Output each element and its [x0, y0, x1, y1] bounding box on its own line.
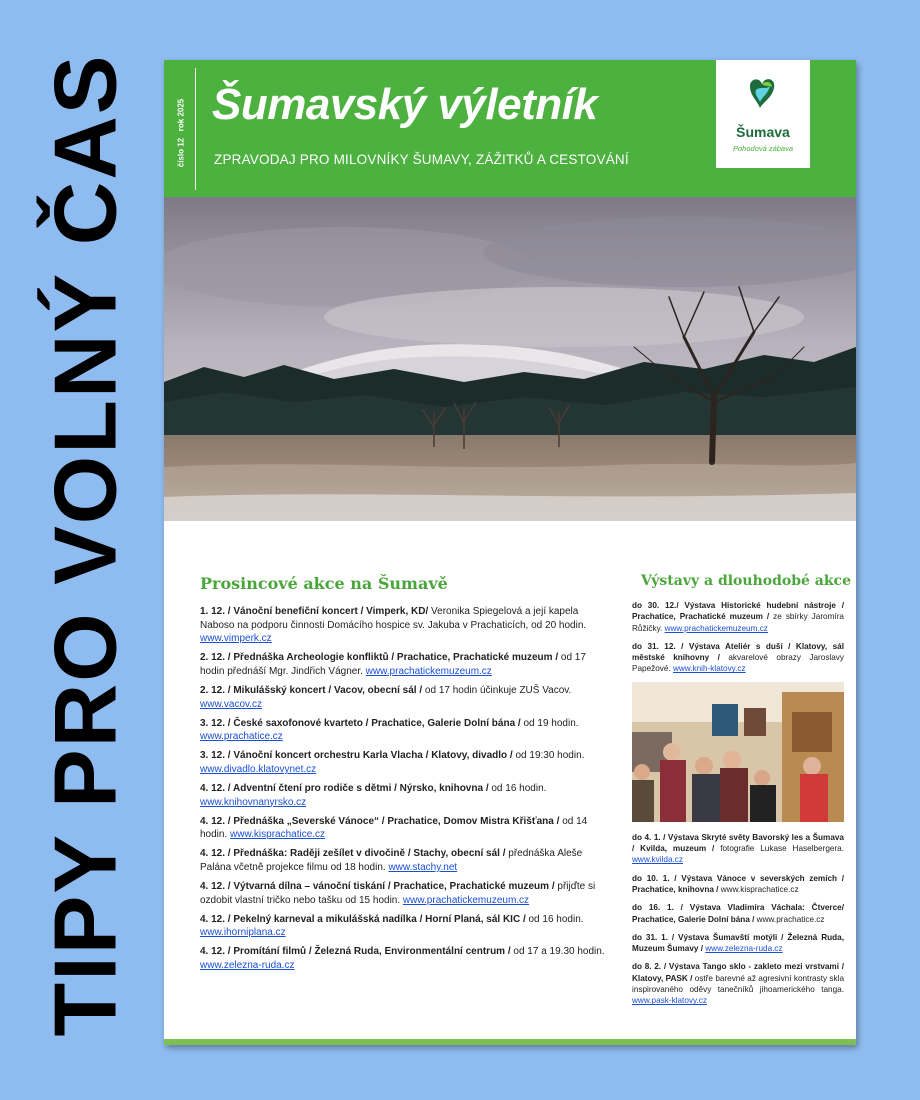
- exhibitions-list: [632, 600, 844, 1014]
- event-item: 3. 12. / České saxofonové kvarteto / Prachatice, Galerie Dolní bána / od 19 hodin. www.prachatice.cz: [200, 717, 579, 743]
- event-link[interactable]: www.prachatickemuzeum.cz: [402, 894, 530, 906]
- exhibition-item: do 31. 1. / Výstava Šumavští motýli / Železná Ruda, Muzeum Šumavy / www.zelezna-ruda.cz: [632, 932, 844, 954]
- side-title: TIPY PRO VOLNÝ ČAS: [35, 53, 134, 1037]
- newsletter-page: [164, 60, 856, 1045]
- exhibition-item: do 30. 12./ Výstava Historické hudební nástroje / Prachatice, Prachatické muzeum / ze sbírky Jaromíra Růžičky. www.prachatickemuzeum.cz: [632, 601, 844, 633]
- exhibition-link[interactable]: www.prachatickemuzeum.cz: [664, 623, 768, 633]
- event-item: 4. 12. / Pekelný karneval a mikulášská nadílka / Horní Planá, sál KIC / od 16 hodin. www.ihorniplana.cz: [200, 913, 584, 939]
- exhibition-item: do 16. 1. / Výstava Vladimíra Váchala: Čtverce/ Prachatice, Galerie Dolní bána / www.prachatice.cz: [632, 903, 844, 924]
- exhibitions-heading: Výstavy a dlouhodobé akce: [641, 573, 851, 589]
- event-link[interactable]: www.zelezna-ruda.cz: [200, 960, 295, 972]
- exhibition-item: do 4. 1. / Výstava Skryté světy Bavorský les a Šumava / Kvilda, muzeum / fotografie Lukase Haselbergera. www.kvilda.cz: [632, 832, 844, 865]
- gallery-photo: [632, 682, 844, 822]
- issue-number: číslo 12: [176, 137, 186, 167]
- exhibition-link[interactable]: www.zelezna-ruda.cz: [705, 944, 783, 954]
- issue-year: rok 2025: [176, 98, 186, 131]
- event-link[interactable]: www.kisprachatice.cz: [230, 829, 326, 841]
- event-item: 1. 12. / Vánoční benefiční koncert / Vimperk, KD/ Veronika Spiegelová a její kapela Naboso na podporu činnosti Domácího hospice sv. Jakuba v Prachaticích, od 20 hodin. www.vimperk.cz: [200, 606, 587, 645]
- exhibition-item: do 10. 1. / Výstava Vánoce v severských zemích / Prachatice, knihovna / www.kisprachatice.cz: [632, 873, 844, 894]
- event-item: 2. 12. / Mikulášský koncert / Vacov, obecní sál / od 17 hodin účinkuje ZUŠ Vacov. www.vacov.cz: [200, 684, 572, 710]
- event-link[interactable]: www.vimperk.cz: [200, 633, 272, 645]
- logo-tagline: Pohodová zábava: [732, 144, 794, 153]
- event-item: 3. 12. / Vánoční koncert orchestru Karla Vlacha / Klatovy, divadlo / od 19:30 hodin. www.divadlo.klatovynet.cz: [200, 750, 585, 775]
- event-item: 4. 12. / Výtvarná dílna – vánoční tiskání / Prachatice, Prachatické muzeum / přijďte si ozdobit vlastní tričko nebo tašku od 15 hodin. www.prachatickemuzeum.cz: [200, 881, 596, 906]
- event-link[interactable]: www.stachy.net: [388, 862, 458, 873]
- exhibition-item: do 8. 2. / Výstava Tango sklo - zakleto mezi vrstvami / Klatovy, PASK / ostře barevné až agresivní kontrasty skla inspirovaného oděvy tanečníků jihoamerického tanga. www.pask-klatovy.cz: [632, 962, 844, 1006]
- event-link[interactable]: www.prachatickemuzeum.cz: [365, 665, 492, 677]
- event-link[interactable]: www.ihorniplana.cz: [200, 927, 286, 939]
- logo-name: Šumava: [736, 124, 790, 140]
- issue-info: [168, 70, 194, 195]
- event-link[interactable]: www.vacov.cz: [200, 698, 263, 710]
- event-item: 4. 12. / Promítání filmů / Železná Ruda, Environmentální centrum / od 17 a 19.30 hodin. www.zelezna-ruda.cz: [200, 946, 605, 972]
- events-list: [200, 605, 610, 978]
- exhibition-link[interactable]: www.pask-klatovy.cz: [632, 996, 707, 1006]
- footer-bar: [164, 1039, 856, 1045]
- exhibition-link[interactable]: www.kvilda.cz: [632, 855, 683, 865]
- event-item: 4. 12. / Adventní čtení pro rodiče s dětmi / Nýrsko, knihovna / od 16 hodin. www.knihovnanyrsko.cz: [200, 783, 547, 808]
- header-divider: [195, 68, 196, 190]
- masthead-title: Šumavský výletník: [212, 80, 598, 129]
- side-title-container: [30, 40, 140, 1050]
- exhibition-item: do 31. 12. / Výstava Ateliér s duší / Klatovy, sál městské knihovny / akvarelové obrazy Jaroslavy Papežové. www.knih-klatovy.cz: [632, 641, 844, 674]
- event-link[interactable]: www.prachatice.cz: [200, 731, 283, 743]
- event-item: 4. 12. / Přednáška „Severské Vánoce“ / Prachatice, Domov Mistra Křišťana / od 14 hodin. www.kisprachatice.cz: [200, 815, 588, 841]
- event-item: 4. 12. / Přednáška: Raději zešílet v divočině / Stachy, obecní sál / přednáška Aleše Palána včetně projekce filmu od 18 hodin. www.stachy.net: [200, 848, 583, 873]
- header-band: [164, 60, 856, 197]
- sumava-logo[interactable]: [716, 60, 810, 168]
- masthead-subtitle: ZPRAVODAJ PRO MILOVNÍKY ŠUMAVY, ZÁŽITKŮ A CESTOVÁNÍ: [214, 152, 629, 167]
- event-item: 2. 12. / Přednáška Archeologie konfliktů / Prachatice, Prachatické muzeum / od 17 hodin přednáší Mgr. Jindřich Vágner. www.prachatickemuzeum.cz: [200, 652, 586, 677]
- events-heading: Prosincové akce na Šumavě: [200, 574, 448, 593]
- event-link[interactable]: www.knihovnanyrsko.cz: [200, 796, 307, 808]
- heart-logo-icon: [716, 60, 810, 124]
- exhibition-link[interactable]: www.knih-klatovy.cz: [672, 664, 746, 674]
- winter-landscape-photo: [164, 197, 856, 521]
- event-link[interactable]: www.divadlo.klatovynet.cz: [200, 763, 317, 775]
